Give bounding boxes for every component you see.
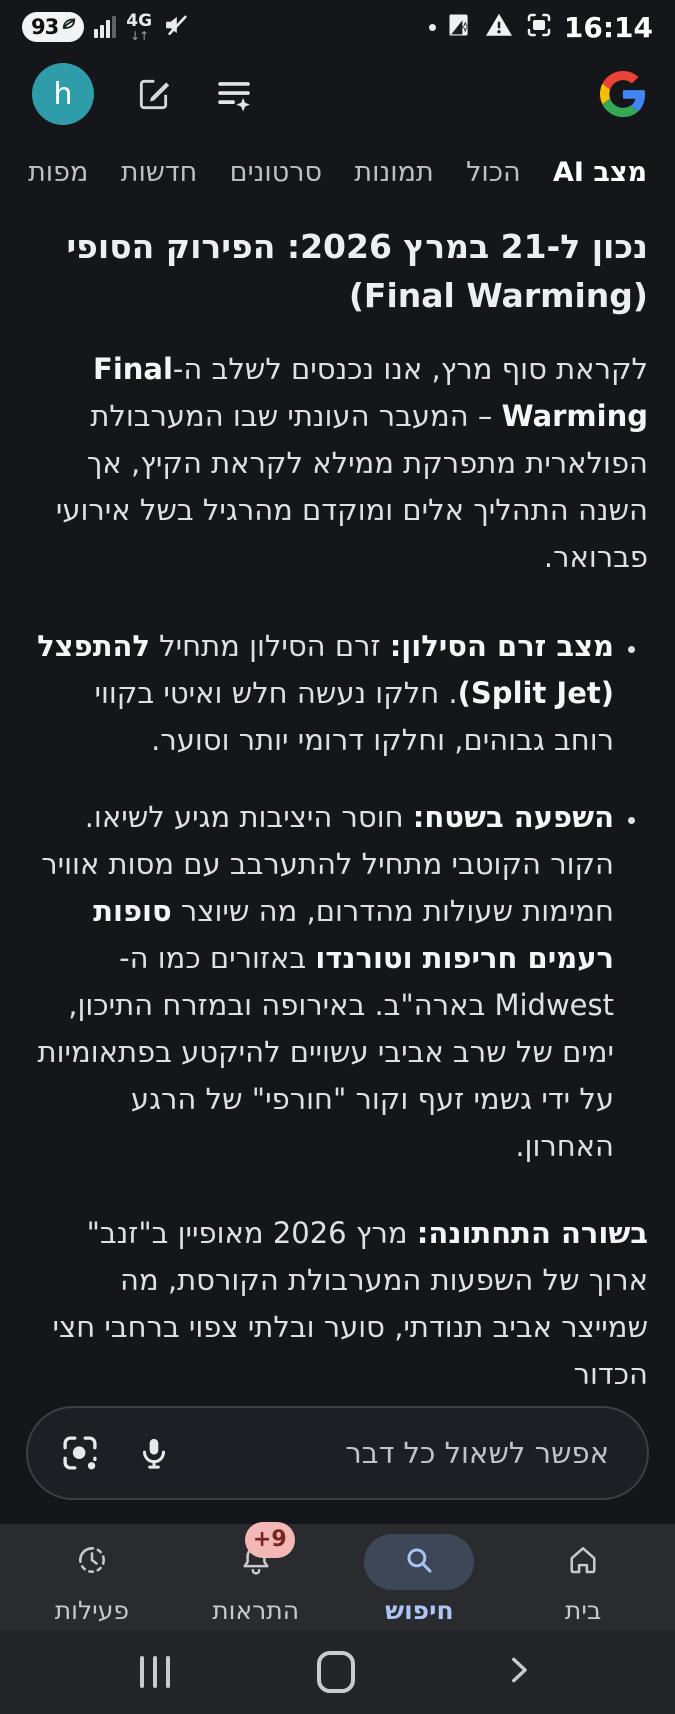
tab-news[interactable]: חדשות <box>120 156 198 188</box>
activity-clock-icon <box>74 1542 110 1582</box>
power-saving-leaf-icon <box>60 16 78 38</box>
ask-placeholder: אפשר לשאול כל דבר <box>345 1436 609 1470</box>
tab-ai-mode[interactable]: מצב AI <box>553 156 647 188</box>
app-header <box>0 48 675 140</box>
tab-all[interactable]: הכול <box>466 156 521 188</box>
nav-notifications[interactable] <box>181 1527 331 1625</box>
recents-icon[interactable] <box>140 1656 170 1688</box>
nav-home-label: בית <box>564 1595 602 1625</box>
notification-dot <box>429 24 436 31</box>
media-notification-icon <box>446 11 474 43</box>
tab-images[interactable]: תמונות <box>354 156 434 188</box>
nav-home[interactable] <box>508 1534 658 1625</box>
ask-bar-container <box>0 1398 675 1524</box>
battery-indicator <box>22 12 84 42</box>
battery-percent: 93 <box>31 15 59 39</box>
status-bar <box>0 0 675 48</box>
nav-activity[interactable] <box>17 1534 167 1625</box>
bullet-jet-stream: • מצב זרם הסילון: זרם הסילון מתחיל להתפצל (Split Jet). חלקו נעשה חלש ואיטי בקווי רוחב גבוהים, וחלקו דרומי יותר וסוער. <box>27 623 614 764</box>
article-bullet-list <box>27 623 648 1170</box>
nav-search-label: חיפוש <box>385 1595 454 1625</box>
network-type-indicator <box>126 10 153 43</box>
mute-icon <box>162 11 190 43</box>
clock-time: 16:14 <box>563 10 653 44</box>
network-type-label: 4G <box>126 10 153 31</box>
ai-answer-content <box>0 204 675 1398</box>
android-home-icon[interactable] <box>317 1651 355 1693</box>
article-title: נכון ל-21 במרץ 2026: הפירוק הסופי (Final Warming) <box>66 227 648 315</box>
bottom-navigation <box>0 1524 675 1630</box>
nav-activity-label: פעילות <box>54 1595 130 1625</box>
home-icon <box>565 1542 601 1582</box>
google-lens-icon[interactable] <box>58 1431 102 1475</box>
android-navigation-bar <box>0 1630 675 1714</box>
result-filter-tabs <box>0 140 675 204</box>
tab-maps[interactable]: מפות <box>28 156 89 188</box>
back-icon[interactable] <box>501 1653 535 1691</box>
screen-capture-icon <box>524 10 554 44</box>
tab-videos[interactable]: סרטונים <box>229 156 323 188</box>
bullet-ground-impact: • השפעה בשטח: חוסר היציבות מגיע לשיאו. הקור הקוטבי מתחיל להתערבב עם מסות אוויר חמימות שעולות מהדרום, מה שיוצר סופות רעמים חריפות וטורנדו באזורים כמו ה-Midwest בארה"ב. באירופה ובמזרח התיכון, ימים של שרב אביבי עשויים להיקטע בפתאומיות על ידי גשמי זעף וקור "חורפי" של הרגע האחרון. <box>27 794 614 1170</box>
mic-icon[interactable] <box>132 1431 176 1475</box>
google-logo[interactable] <box>603 74 643 114</box>
ask-input[interactable] <box>26 1406 649 1500</box>
notifications-badge: 9+ <box>245 1522 295 1558</box>
article-intro: לקראת סוף מרץ, אנו נכנסים לשלב ה-Final Warming – המעבר העונתי שבו המערבולת הפולארית מתפרקת ממילא לקראת הקיץ, אך השנה התהליך אלים ומוקדם מהרגיל בשל אירועי פברואר. <box>55 352 648 574</box>
compose-icon[interactable] <box>134 74 174 114</box>
data-arrows-icon: ↓↑ <box>130 28 149 43</box>
ai-summarize-list-icon[interactable] <box>214 74 254 114</box>
nav-search[interactable] <box>344 1534 494 1625</box>
nav-notifications-label: התראות <box>212 1595 300 1625</box>
search-icon <box>402 1543 436 1581</box>
account-avatar[interactable]: h <box>32 63 94 125</box>
signal-strength-icon <box>94 16 116 38</box>
warning-icon <box>484 10 514 44</box>
article-conclusion: בשורה התחתונה: מרץ 2026 מאופיין ב"זנב" ארוך של השפעות המערבולת הקורסת, מה שמייצר אביב תנודתי, סוער ובלתי צפוי ברחבי חצי הכדור <box>52 1216 648 1391</box>
